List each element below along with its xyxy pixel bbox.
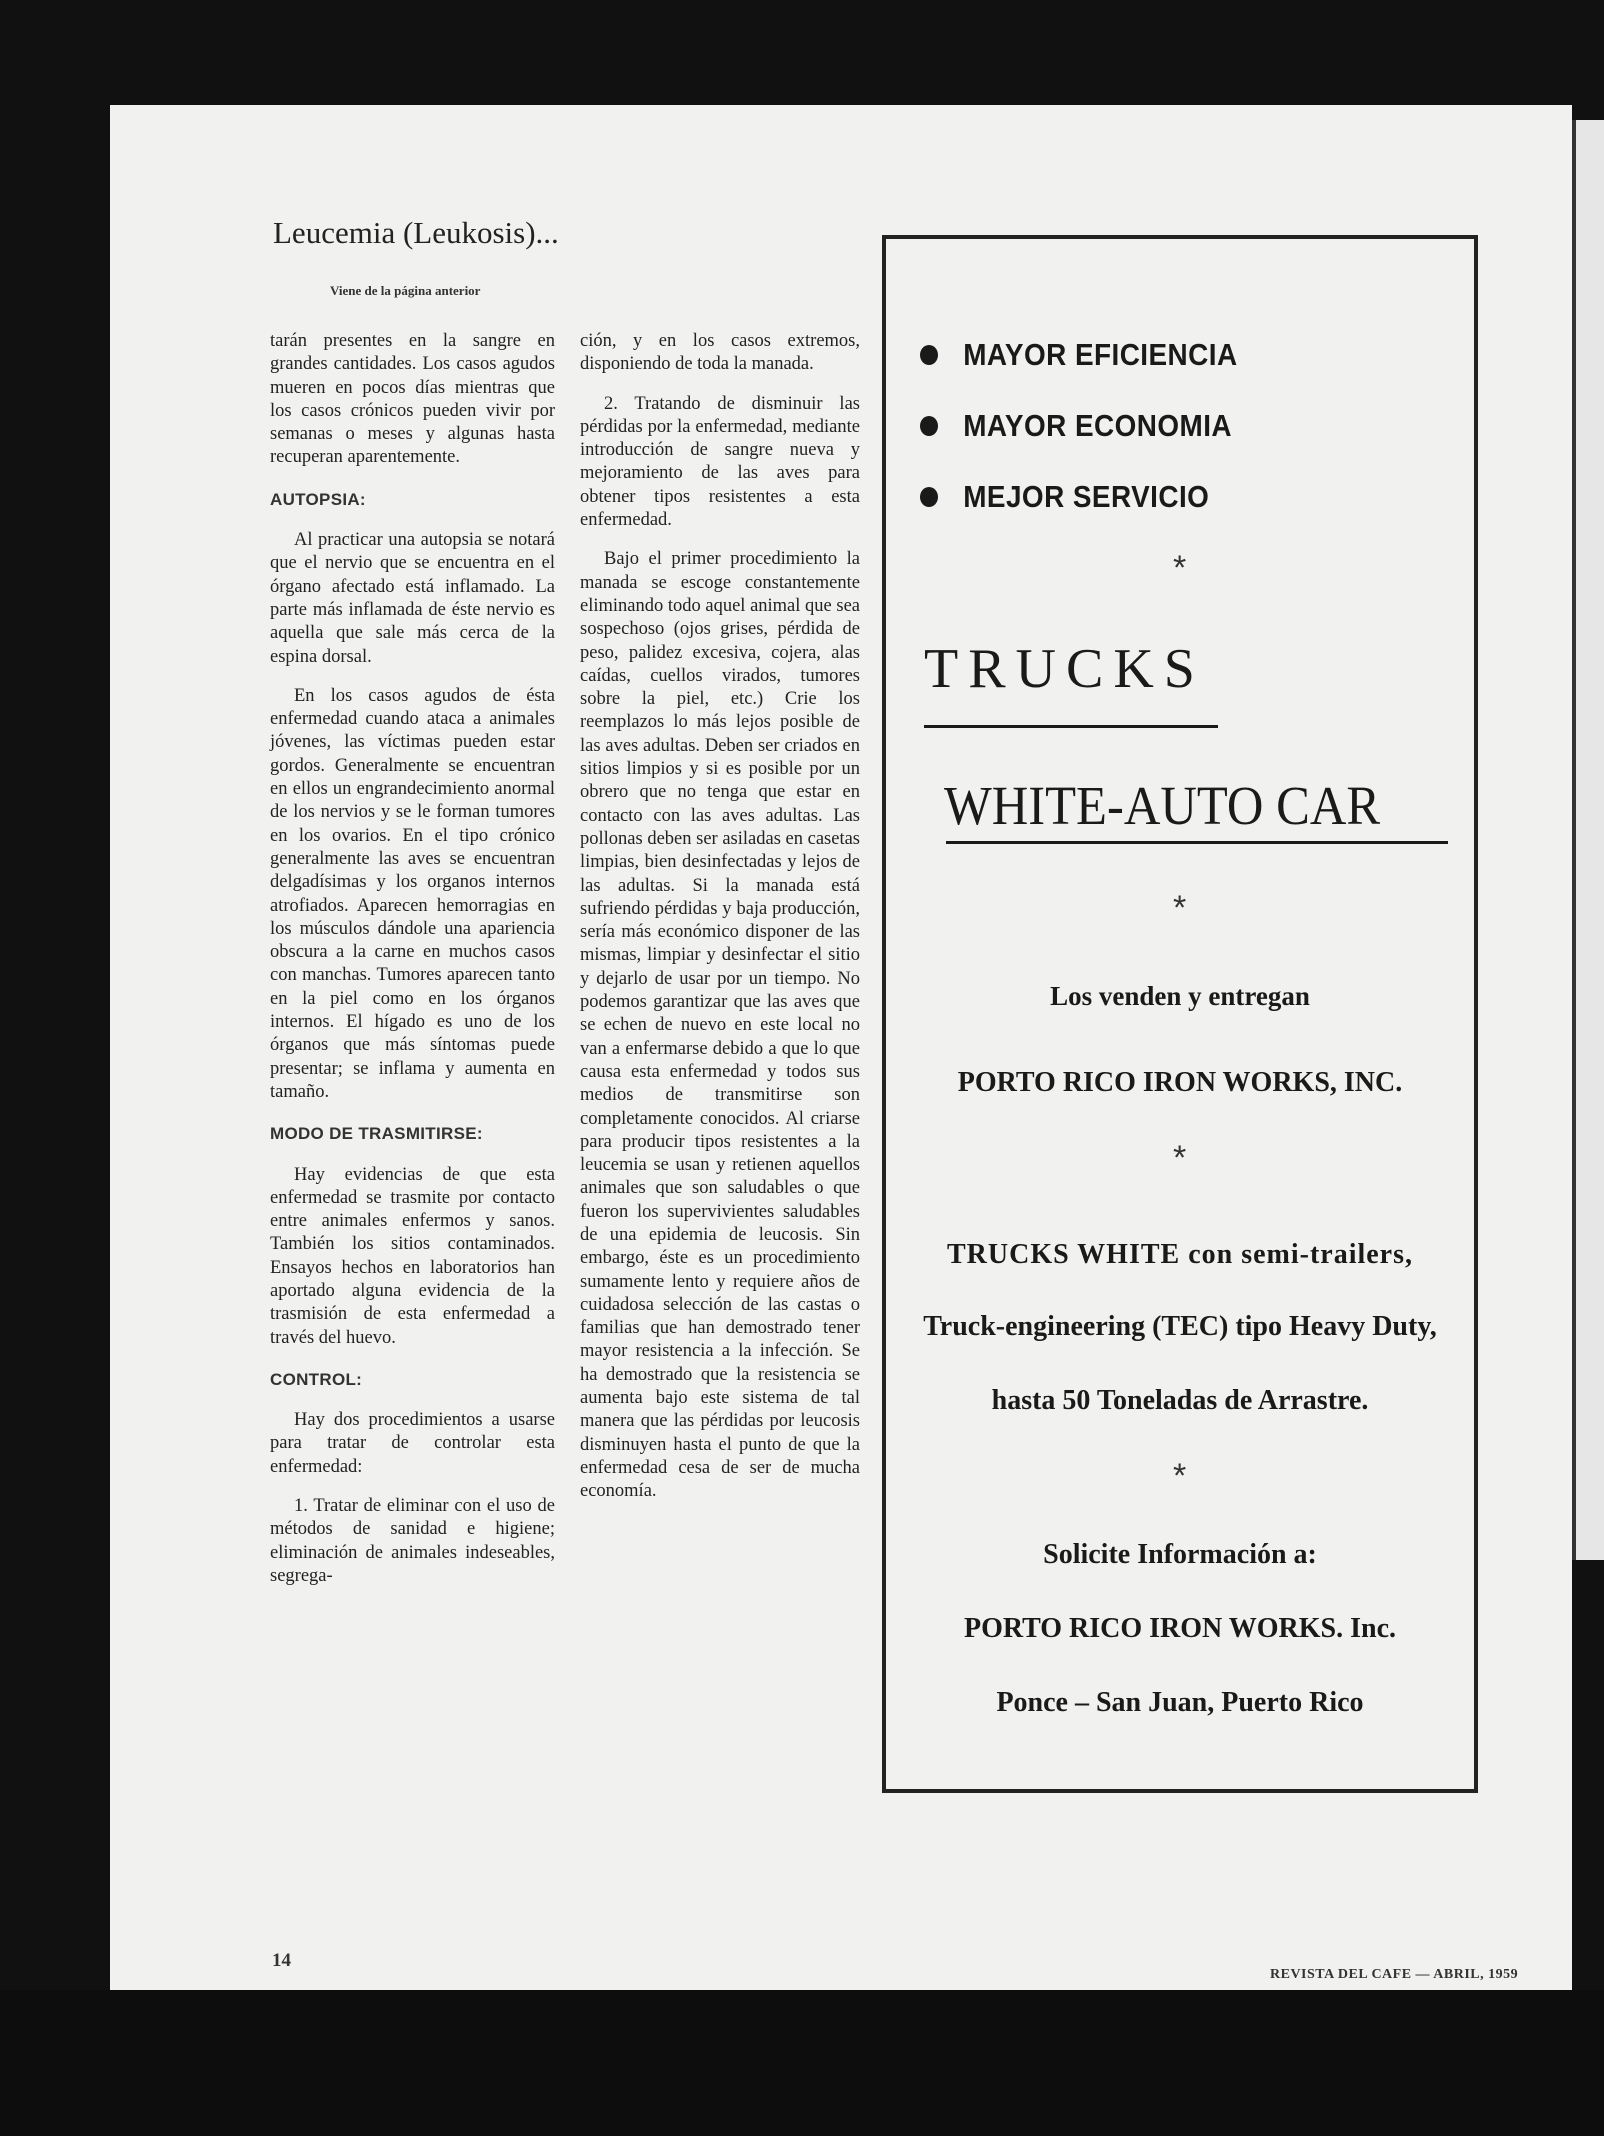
article-column-2: [580, 330, 860, 1520]
section-heading-autopsia: AUTOPSIA:: [270, 489, 366, 509]
ad-bullet: MAYOR EFICIENCIA: [920, 319, 1238, 390]
paragraph: Hay evidencias de que esta enfermedad se trasmite por contacto entre animales enfermos y sanos. También los sitios contaminados. Ensayos hechos en laboratorios han aportado alguna evidencia de la trasmisión de esta enfermedad a través del huevo.: [270, 1164, 555, 1348]
book-spine: [1572, 120, 1604, 1560]
paragraph: Al practicar una autopsia se notará que el nervio que se encuentra en el órgano afectado está inflamado. La parte más inflamada de éste nervio es aquella que sale más cerca de la espina dorsal.: [270, 530, 555, 667]
advertisement: [882, 235, 1478, 1793]
continued-note: Viene de la página anterior: [330, 283, 481, 298]
asterisk-icon: *: [1173, 549, 1187, 587]
asterisk-icon: *: [1173, 1139, 1187, 1177]
ad-bullet-list: [920, 319, 1273, 532]
page-number: 14: [272, 1950, 291, 1971]
ad-trucks-heading: TRUCKS: [924, 638, 1205, 700]
ad-company-2: PORTO RICO IRON WORKS. Inc.: [963, 1613, 1397, 1644]
asterisk-icon: *: [1173, 889, 1187, 927]
ad-brand-name: WHITE-AUTO CAR: [944, 775, 1381, 836]
section-heading-modo: MODO DE TRASMITIRSE:: [270, 1124, 483, 1144]
ad-bullet: MEJOR SERVICIO: [920, 461, 1238, 532]
divider: [946, 841, 1448, 844]
asterisk-icon: *: [1173, 1457, 1187, 1495]
divider: [924, 725, 1218, 728]
bullet-dot-icon: [920, 487, 938, 507]
section-heading-control: CONTROL:: [270, 1369, 363, 1389]
article-title: Leucemia (Leukosis)...: [273, 215, 559, 250]
ad-address: Ponce – San Juan, Puerto Rico: [996, 1687, 1364, 1718]
paragraph: En los casos agudos de ésta enfermedad cuando ataca a animales jóvenes, las víctimas pueden estar gordos. Generalmente se encuentran en ellos un engrandecimiento anormal de los nervios y se le forman tumores en los ovarios. En el tipo crónico generalmente las aves se encuentran delgadísimas y los organos internos atrofiados. Aparecen hemorragias en los músculos dándole una apariencia obscura a la carne en muchos casos con manchas. Tumores aparecen tanto en la piel como en los órganos internos. El hígado es uno de los órganos que más síntomas puede presentar; se inflama y aumenta en tamaño.: [270, 685, 555, 1102]
ad-line-trucks-white: TRUCKS WHITE con semi-trailers,: [946, 1239, 1414, 1270]
paragraph: 2. Tratando de disminuir las pérdidas por la enfermedad, mediante introducción de sangre nueva y mejoramiento de las aves para obtener tipos resistentes a esta enfermedad.: [580, 393, 860, 531]
scan-background: [0, 1990, 1604, 2136]
article-column-1: [270, 330, 555, 1604]
ad-company: PORTO RICO IRON WORKS, INC.: [957, 1067, 1403, 1098]
running-footer: REVISTA DEL CAFE — ABRIL, 1959: [1270, 1967, 1519, 1982]
paragraph: ción, y en los casos extremos, disponiendo de toda la manada.: [580, 331, 860, 375]
ad-bullet: MAYOR ECONOMIA: [920, 390, 1238, 461]
bullet-dot-icon: [920, 345, 938, 365]
paragraph: Bajo el primer procedimiento la manada se escoge constantemente eliminando todo aquel animal que sea sospechoso (ojos grises, pérdida de peso, palidez excesiva, cojera, alas caídas, cuellos virados, tumores sobre la piel, etc.) Crie los reemplazos lo más lejos posible de las aves adultas. Deben ser criados en sitios limpios y si es posible por un obrero que no tenga que estar en contacto con las aves adultas. Las pollonas deben ser asiladas en casetas limpias, bien desinfectadas y lejos de las adultas. Si la manada está sufriendo pérdidas y baja producción, sería más económico disponer de las mismas, limpiar y desinfectar el sitio y dejarlo de usar por un tiempo. No podemos garantizar que las aves que se echen de nuevo en este local no van a enfermarse debido a que lo que causa esta enfermedad y todos sus medios de transmitirse son completamente conocidos. Al criarse para producir tipos resistentes a la leucemia se usan y retienen aquellos animales que son saludables o que fueron los supervivientes saludables de una epidemia de leucosis. Sin embargo, éste es un procedimiento sumamente lento y requiere años de cuidadosa selección de las castas o familias que han demostrado tener mayor resistencia a la infección. Se ha demostrado que la resistencia se aumenta bajo este sistema de tal manera que las pérdidas por leucosis disminuyen hasta el punto de que la enfermedad cesa de ser de mucha economía.: [580, 549, 860, 1502]
bullet-dot-icon: [920, 416, 938, 436]
magazine-page: [110, 105, 1572, 2005]
paragraph: tarán presentes en la sangre en grandes cantidades. Los casos agudos mueren en pocos días mientras que los casos crónicos pueden vivir por semanas o meses y algunas hasta recuperan aparentemente.: [270, 331, 555, 468]
ad-request-info: Solicite Información a:: [1043, 1539, 1317, 1570]
ad-line-tec: Truck-engineering (TEC) tipo Heavy Duty,: [923, 1311, 1437, 1342]
paragraph: 1. Tratar de eliminar con el uso de métodos de sanidad e higiene; eliminación de animales indeseables, segrega-: [270, 1496, 555, 1586]
ad-line-tonnage: hasta 50 Toneladas de Arrastre.: [991, 1385, 1369, 1416]
paragraph: Hay dos procedimientos a usarse para tratar de controlar esta enfermedad:: [270, 1410, 555, 1477]
ad-sold-by: Los venden y entregan: [1050, 981, 1310, 1011]
